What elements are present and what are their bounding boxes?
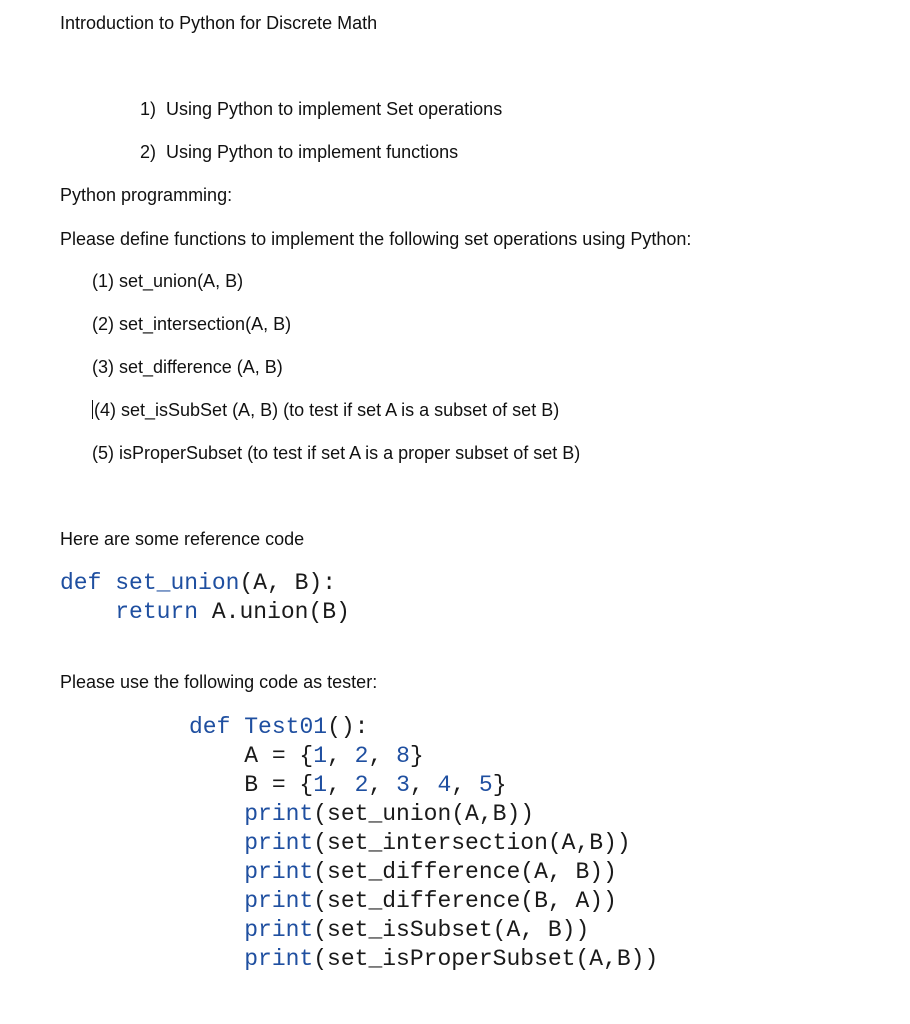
code-number: 5 (478, 772, 493, 798)
tester-code-line: B = {1, 2, 3, 4, 5} (244, 772, 507, 798)
tester-label: Please use the following code as tester: (60, 672, 378, 692)
code-number: 3 (396, 772, 410, 798)
operation-item: (5) isProperSubset (to test if set A is a proper subset of set B) (92, 443, 581, 463)
reference-label: Here are some reference code (60, 529, 305, 549)
operation-item: (3) set_difference (A, B) (92, 357, 283, 377)
tester-code-line (189, 858, 617, 887)
code-text: (set_difference(A, B)) (313, 859, 617, 885)
operation-item: (2) set_intersection(A, B) (92, 314, 292, 334)
topic-item: 1) Using Python to implement Set operations (140, 99, 503, 119)
code-keyword: return (115, 599, 199, 625)
code-keyword: print (244, 801, 314, 827)
reference-code-line (60, 598, 350, 627)
code-number: 1 (313, 772, 328, 798)
code-text: A = { (244, 743, 314, 769)
section-heading: Python programming: (60, 185, 233, 205)
code-number: 4 (437, 772, 452, 798)
operation-item: (1) set_union(A, B) (92, 271, 244, 291)
tester-code-line (189, 829, 631, 858)
code-number: 1 (313, 743, 328, 769)
code-text: (set_intersection(A,B)) (313, 830, 631, 856)
code-text: (set_union(A,B)) (313, 801, 535, 827)
code-keyword: def (60, 570, 102, 596)
code-number: 2 (354, 743, 369, 769)
code-keyword: print (244, 946, 314, 972)
tester-code-line (189, 800, 534, 829)
code-text: (set_isSubset(A, B)) (313, 917, 590, 943)
code-keyword: def (189, 714, 231, 740)
reference-code-line (60, 569, 336, 598)
code-keyword: print (244, 859, 314, 885)
code-text: (): (327, 714, 369, 740)
code-text: (set_isProperSubset(A,B)) (313, 946, 659, 972)
code-text: (A, B): (239, 570, 337, 596)
code-text: (set_difference(B, A)) (313, 888, 617, 914)
tester-code-line: A = {1, 2, 8} (244, 743, 424, 769)
tester-code-line (189, 713, 368, 742)
instructions-text: Please define functions to implement the following set operations using Python: (60, 229, 692, 249)
code-keyword: print (244, 888, 314, 914)
code-function-name: Test01 (244, 714, 328, 740)
operation-item (92, 399, 559, 421)
operation-item-text: (4) set_isSubSet (A, B) (to test if set A is a subset of set B) (94, 400, 560, 420)
code-function-name: set_union (115, 570, 240, 596)
code-number: 2 (354, 772, 369, 798)
code-keyword: print (244, 917, 314, 943)
code-text: A.union(B) (211, 599, 350, 625)
code-number: 8 (396, 743, 410, 769)
tester-code-line (189, 945, 658, 974)
code-keyword: print (244, 830, 314, 856)
tester-code-line (189, 916, 589, 945)
text-cursor (92, 400, 93, 419)
tester-code-line (189, 887, 617, 916)
code-text: B = { (244, 772, 314, 798)
page-title: Introduction to Python for Discrete Math (60, 13, 378, 33)
topic-item: 2) Using Python to implement functions (140, 142, 459, 162)
